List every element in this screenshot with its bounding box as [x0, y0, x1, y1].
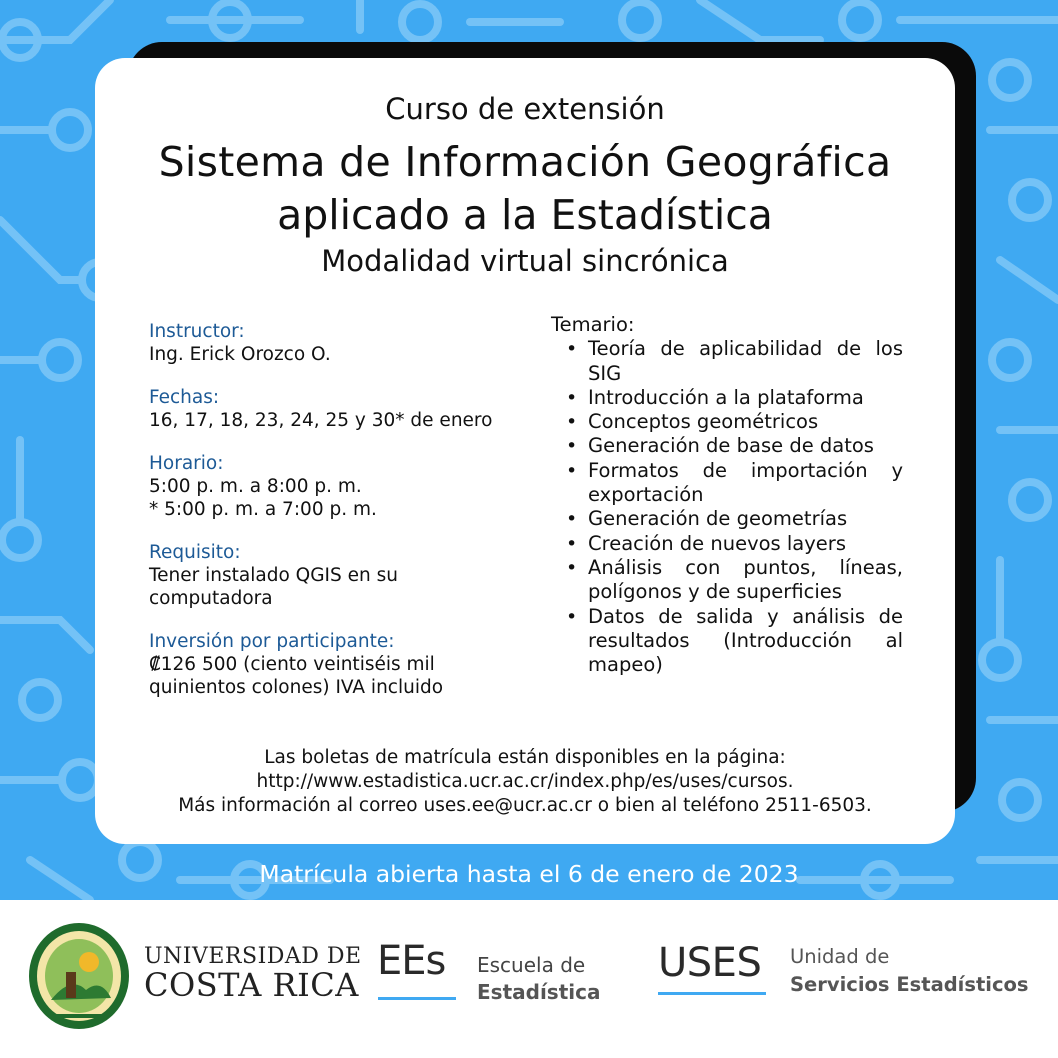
requisito-line2: computadora: [149, 588, 273, 609]
instructor-block: [149, 320, 529, 366]
contact-info: [95, 746, 955, 818]
course-title-line2: aplicado a la Estadística: [277, 191, 773, 239]
uses-logo-underline: [658, 992, 766, 995]
horario-label: Horario:: [149, 453, 224, 474]
horario-line1: 5:00 p. m. a 8:00 p. m.: [149, 476, 362, 497]
uses-logo-mark: USES: [658, 940, 762, 986]
course-modality: Modalidad virtual sincrónica: [321, 244, 729, 278]
uses-name-line2: Servicios Estadísticos: [790, 973, 1029, 996]
contact-email-phone[interactable]: Más información al correo uses.ee@ucr.ac.cr o bien al teléfono 2511-6503.: [178, 795, 872, 816]
ucr-name-line1: UNIVERSIDAD DE: [144, 944, 362, 969]
temario-item: • Introducción a la plataforma: [588, 386, 903, 410]
temario-title: Temario:: [551, 313, 635, 336]
temario-item: • Creación de nuevos layers: [588, 532, 903, 556]
details-column: [149, 320, 529, 719]
temario-list: [551, 337, 903, 677]
inversion-line1: ₡126 500 (ciento veintiséis mil: [149, 654, 435, 675]
temario-item: • Formatos de importación y exportación: [588, 459, 903, 508]
temario-item: • Teoría de aplicabilidad de los SIG: [588, 337, 903, 386]
horario-line2: * 5:00 p. m. a 7:00 p. m.: [149, 499, 377, 520]
instructor-value: Ing. Erick Orozco O.: [149, 344, 331, 365]
inversion-label: Inversión por participante:: [149, 631, 395, 652]
ees-name-line1: Escuela de: [477, 953, 586, 977]
requisito-label: Requisito:: [149, 542, 241, 563]
course-type: Curso de extensión: [385, 92, 665, 126]
uses-name-line1: Unidad de: [790, 945, 890, 968]
temario-item: • Conceptos geométricos: [588, 410, 903, 434]
fechas-label: Fechas:: [149, 387, 220, 408]
ees-logo-mark: EEs: [377, 938, 446, 984]
temario-item: • Análisis con puntos, líneas, polígonos y de superficies: [588, 556, 903, 605]
requisito-line1: Tener instalado QGIS en su: [149, 565, 398, 586]
ees-logo-underline: [378, 997, 456, 1000]
ucr-seal-icon: [26, 920, 132, 1032]
inversion-line2: quinientos colones) IVA incluido: [149, 677, 444, 698]
horario-block: [149, 452, 529, 521]
temario-item: • Datos de salida y análisis de resultados (Introducción al mapeo): [588, 605, 903, 678]
ees-name-line2: Estadística: [477, 980, 601, 1004]
enrollment-deadline: Matrícula abierta hasta el 6 de enero de 2023: [259, 860, 799, 888]
instructor-label: Instructor:: [149, 321, 245, 342]
requisito-block: [149, 541, 529, 610]
logos-bar: [0, 900, 1058, 1058]
temario-item: • Generación de base de datos: [588, 434, 903, 458]
course-title-line1: Sistema de Información Geográfica: [158, 138, 892, 186]
ucr-name-line2: COSTA RICA: [144, 966, 359, 1004]
course-card: [95, 58, 955, 844]
contact-line1: Las boletas de matrícula están disponibles en la página:: [264, 747, 786, 768]
inversion-block: [149, 630, 529, 699]
temario-item: • Generación de geometrías: [588, 507, 903, 531]
enrollment-url[interactable]: http://www.estadistica.ucr.ac.cr/index.php/es/uses/cursos.: [256, 771, 794, 792]
fechas-block: [149, 386, 529, 432]
temario-column: [551, 313, 903, 677]
fechas-value: 16, 17, 18, 23, 24, 25 y 30* de enero: [149, 410, 493, 431]
